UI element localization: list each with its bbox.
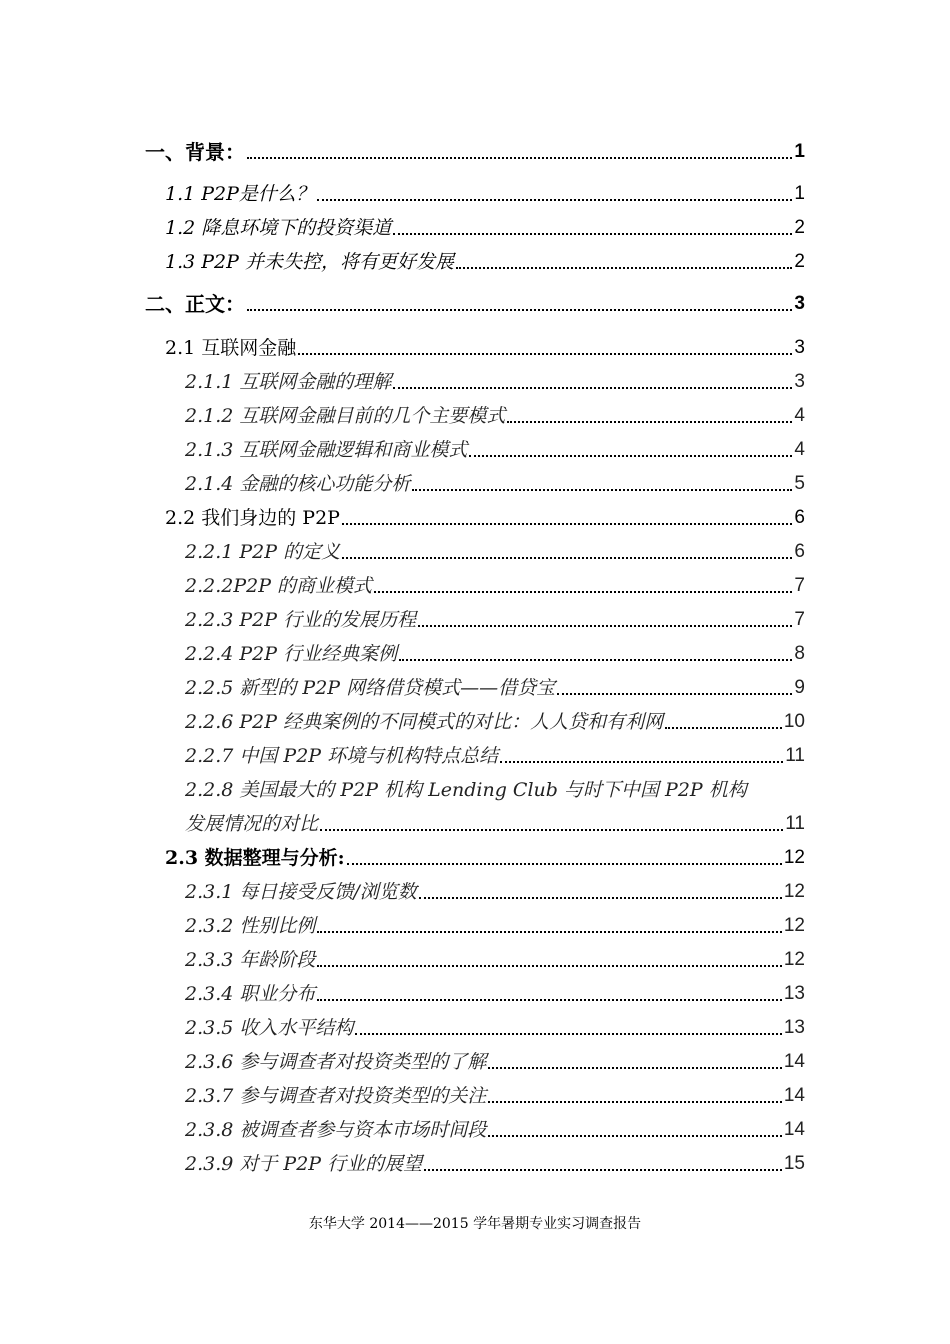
toc-label: 2.2.3 P2P 行业的发展历程 [185,609,417,631]
page-footer: 东华大学 2014——2015 学年暑期专业实习调查报告 [308,1216,642,1232]
toc-label: 1.1 P2P是什么？ [165,183,315,205]
toc-label: 2.3.1 每日接受反馈/浏览数 [185,881,417,903]
toc-entry[interactable] [185,914,805,938]
toc-leader [488,1135,781,1137]
toc-label: 2.1 互联网金融 [165,337,297,359]
toc-leader [469,455,792,457]
toc-leader [298,353,792,355]
toc-label: 2.3.2 性别比例 [185,915,316,937]
toc-entry[interactable] [185,540,805,564]
toc-leader [488,1067,781,1069]
toc-page: 11 [785,813,805,834]
toc-leader [557,693,792,695]
toc-leader [424,1169,782,1171]
toc-entry[interactable] [165,506,805,530]
toc-label: 2.1.1 互联网金融的理解 [185,371,392,393]
toc-page: 13 [783,983,805,1004]
toc-label: 2.1.4 金融的核心功能分析 [185,473,411,495]
toc-page: 4 [794,439,805,460]
toc-entry[interactable] [185,1016,805,1040]
toc-label: 1.3 P2P 并未失控，将有更好发展 [165,251,454,273]
toc-entry[interactable] [165,336,805,360]
toc-entry[interactable] [185,1050,805,1074]
toc-page: 4 [794,405,805,426]
toc-leader [665,727,782,729]
toc-page: 6 [794,541,805,562]
toc-page: 9 [794,677,805,698]
toc-label: 2.3 数据整理与分析: [165,847,345,869]
toc-entry[interactable] [185,710,805,734]
toc-label: 2.2.6 P2P 经典案例的不同模式的对比：人人贷和有利网 [185,711,664,733]
toc-entry[interactable] [185,1118,805,1142]
toc-page: 3 [794,371,805,392]
toc-page: 14 [783,1085,805,1106]
toc-leader [393,233,792,235]
toc-label: 2.3.3 年龄阶段 [185,949,316,971]
toc-leader [247,309,792,311]
toc-leader [355,1033,781,1035]
toc-label: 二、正文： [145,292,245,316]
toc-page: 3 [794,293,805,314]
toc-label: 2.2.7 中国 P2P 环境与机构特点总结 [185,745,499,767]
toc-leader [342,557,792,559]
toc-entry[interactable] [185,438,805,462]
toc-leader [412,489,792,491]
toc-entry[interactable] [165,250,805,274]
toc-page: 13 [783,1017,805,1038]
toc-page: 6 [794,507,805,528]
toc-leader [342,523,792,525]
toc-leader [418,625,792,627]
toc-label: 2.3.7 参与调查者对投资类型的关注 [185,1085,487,1107]
toc-page: 14 [783,1119,805,1140]
toc-entry[interactable] [185,1152,805,1176]
toc-entry[interactable] [165,182,805,206]
toc-entry[interactable] [185,948,805,972]
toc-entry[interactable] [165,846,805,870]
toc-leader [320,829,783,831]
toc-entry[interactable] [145,292,805,316]
toc-page: 2 [794,251,805,272]
toc-page: 1 [794,183,805,204]
toc-label: 2.3.9 对于 P2P 行业的展望 [185,1153,423,1175]
toc-entry[interactable] [145,140,805,164]
toc-leader [317,965,781,967]
toc-label: 2.2.1 P2P 的定义 [185,541,341,563]
toc-page: 7 [794,609,805,630]
toc-entry[interactable] [185,744,805,768]
toc-page: 12 [783,949,805,970]
toc-entry[interactable] [185,642,805,666]
toc-leader [393,387,792,389]
toc-page: 3 [794,337,805,358]
toc-page: 8 [794,643,805,664]
toc-entry[interactable] [185,370,805,394]
toc-label: 1.2 降息环境下的投资渠道 [165,217,392,239]
toc-label: 2.1.3 互联网金融逻辑和商业模式 [185,439,468,461]
toc-page: 12 [783,847,805,868]
toc-page: 2 [794,217,805,238]
toc-leader [317,999,781,1001]
toc-entry[interactable] [185,982,805,1006]
toc-page: 7 [794,575,805,596]
toc-leader [247,157,792,159]
toc-entry[interactable] [185,676,805,700]
toc-entry[interactable] [185,608,805,632]
toc-leader [317,931,781,933]
toc-leader [347,863,782,865]
toc-label: 一、背景： [145,140,245,164]
toc-leader [419,897,782,899]
toc-label: 2.3.5 收入水平结构 [185,1017,354,1039]
toc-label: 2.2.4 P2P 行业经典案例 [185,643,398,665]
toc-page: 10 [783,711,805,732]
toc-leader [317,199,793,201]
toc-label: 2.2.8 美国最大的 P2P 机构 Lending Club 与时下中国 P2P 机构 [185,779,747,801]
toc-page: 12 [783,915,805,936]
toc-entry[interactable] [185,404,805,428]
toc-page: 14 [783,1051,805,1072]
toc-label: 2.2.2P2P 的商业模式 [185,575,373,597]
toc-label: 2.3.4 职业分布 [185,983,316,1005]
toc-entry-wrapped-line1[interactable] [185,778,805,802]
toc-entry[interactable] [185,812,805,836]
toc-page: 12 [783,881,805,902]
toc-label: 2.3.6 参与调查者对投资类型的了解 [185,1051,487,1073]
toc-label: 2.2.5 新型的 P2P 网络借贷模式——借贷宝 [185,677,556,699]
toc-entry[interactable] [165,216,805,240]
toc-page: 11 [785,745,805,766]
toc-entry[interactable] [185,880,805,904]
toc-leader [456,267,792,269]
toc-entry[interactable] [185,472,805,496]
toc-page: 15 [783,1153,805,1174]
toc-page: 1 [794,141,805,162]
toc-entry[interactable] [185,1084,805,1108]
toc-label: 2.3.8 被调查者参与资本市场时间段 [185,1119,487,1141]
toc-page: 5 [794,473,805,494]
toc-leader [500,761,783,763]
toc-leader [507,421,792,423]
toc-label: 2.1.2 互联网金融目前的几个主要模式 [185,405,506,427]
toc-label: 发展情况的对比 [185,813,319,835]
toc-leader [374,591,792,593]
toc-label: 2.2 我们身边的 P2P [165,507,340,529]
toc-leader [488,1101,781,1103]
toc-leader [399,659,792,661]
toc-entry[interactable] [185,574,805,598]
